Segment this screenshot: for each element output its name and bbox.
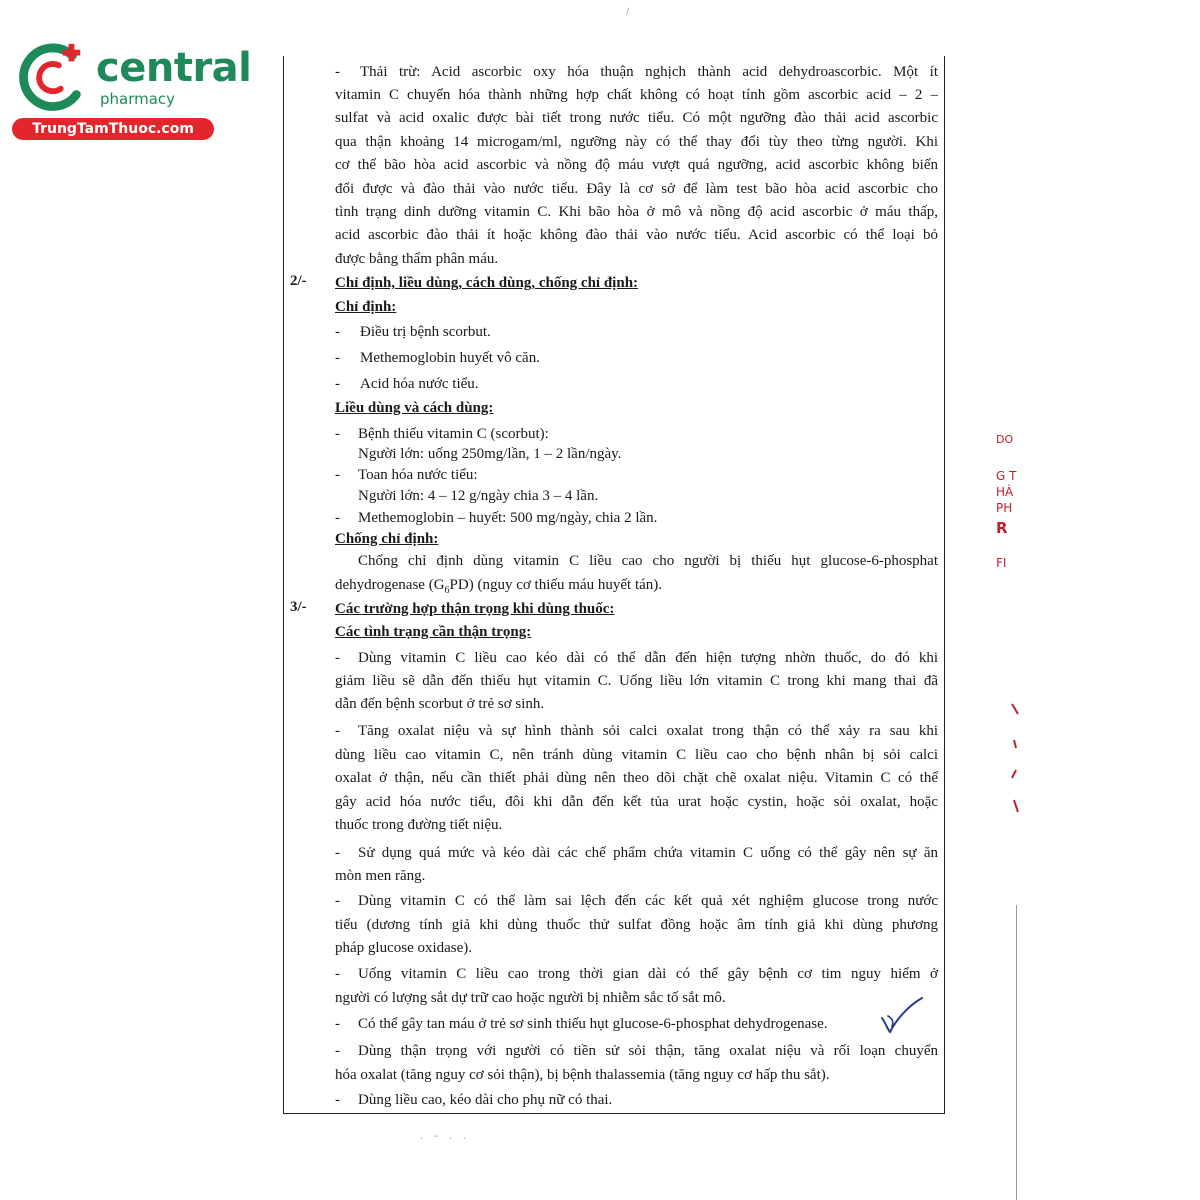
section-3-number: 3/- [290,599,307,615]
precaution-1-line-3: dẫn đến bệnh scorbut ở trẻ sơ sinh. [335,696,545,712]
precaution-dash: - [335,893,340,909]
intro-line-1: Thải trừ: Acid ascorbic oxy hóa thuận nghịch thành acid dehydroascorbic. Một ít [360,64,938,80]
scan-mark-bottom: . - . . [420,1128,470,1142]
precaution-dash: - [335,1016,340,1032]
intro-line-8: acid ascorbic đào thải ít hoặc không đào thải vào nước tiểu. Acid ascorbic có thể loại bỏ [335,227,938,243]
central-pharmacy-mark-icon [12,38,90,116]
precautions-subtitle: Các tình trạng cần thận trọng: [335,624,532,640]
precaution-1-line-1: Dùng vitamin C liều cao kéo dài có thể dẫn đến hiện tượng nhờn thuốc, do đó khi [358,650,938,666]
precaution-7-line-1: Dùng thận trọng với người có tiền sử sỏi thận, tăng oxalat niệu và rối loạn chuyển [358,1043,938,1059]
intro-line-3: sulfat và acid oxalic được bài tiết trong nước tiểu. Có một ngưỡng đào thải acid ascorbic [335,110,938,126]
contra-text-a: dehydrogenase (G [335,577,445,593]
precaution-4-line-1: Dùng vitamin C có thể làm sai lệch đến các kết quả xét nghiệm glucose trong nước [358,893,938,909]
side-stamp-line: HÀ [996,485,1014,499]
section-3-title: Các trường hợp thận trọng khi dùng thuốc: [335,601,615,617]
precaution-5-line-1: Uống vitamin C liều cao trong thời gian dài có thể gây bệnh cơ tim nguy hiểm ở [358,966,938,982]
contraindication-line-1: Chống chỉ định dùng vitamin C liều cao cho người bị thiếu hụt glucose-6-phosphat [358,553,938,569]
side-stamp-line: PH [996,501,1013,515]
section-2-number: 2/- [290,273,307,289]
scan-edge-line [1016,905,1017,1200]
section-2-title: Chỉ định, liều dùng, cách dùng, chống chỉ định: [335,275,639,291]
precaution-2-line-1: Tăng oxalat niệu và sự hình thành sỏi calci oxalat trong thận có thể xảy ra sau khi [358,723,938,739]
contra-text-b: PD) (nguy cơ thiếu máu huyết tán). [449,577,663,593]
precaution-6-line-1: Có thể gây tan máu ở trẻ sơ sinh thiếu hụt glucose-6-phosphat dehydrogenase. [358,1016,828,1032]
side-stamp-line: R [996,519,1008,537]
central-pharmacy-logo [8,38,252,138]
dosage-label: Bệnh thiếu vitamin C (scorbut): [358,426,549,442]
precaution-dash: - [335,1043,340,1059]
intro-line-6: đổi được và đào thải vào nước tiểu. Đây là cơ sở để làm test bão hòa acid ascorbic cho [335,181,938,197]
indication-item: Acid hóa nước tiểu. [360,376,479,392]
indication-item: Điều trị bệnh scorbut. [360,324,491,340]
precaution-2-line-5: thuốc trong đường tiết niệu. [335,817,503,833]
precaution-dash: - [335,723,340,739]
precaution-2-line-3: oxalat ở thận, nếu cần thiết phải dùng nên theo dõi chặt chẽ oxalat niệu. Vitamin C có thể [335,770,938,786]
precaution-5-line-2: người có lượng sắt dự trữ cao hoặc người bị nhiễm sắc tố sắt mô. [335,990,726,1006]
dosage-title: Liều dùng và cách dùng: [335,400,494,416]
precaution-2-line-4: gây acid hóa nước tiểu, đôi khi dẫn đến kết tủa urat hoặc cystin, hoặc sỏi oxalat, hoặc [335,794,938,810]
precaution-dash: - [335,650,340,666]
contra-subscript: 6 [444,585,450,596]
contraindications-title: Chống chỉ định: [335,531,439,547]
dosage-detail: Người lớn: uống 250mg/lần, 1 – 2 lần/ngày. [358,446,622,462]
handwritten-check-mark [876,996,926,1036]
scan-mark-top: / [626,4,630,18]
indication-dash: - [335,324,340,340]
dosage-dash: - [335,510,340,526]
intro-dash: - [335,64,340,80]
side-stamp-line: G T [996,469,1017,483]
dosage-dash: - [335,426,340,442]
precaution-4-line-2: tiểu (dương tính giả khi dùng thuốc thử sulfat đồng hoặc âm tính giả khi dùng phương [335,917,938,933]
precaution-4-line-3: pháp glucose oxidase). [335,940,473,956]
intro-line-7: tình trạng dinh dưỡng vitamin C. Khi bão hòa ở mô và nồng độ acid ascorbic ở máu thấp, [335,204,938,220]
intro-line-4: qua thận khoảng 14 microgam/ml, ngưỡng này có thể thay đổi tùy theo từng người. Khi [335,134,938,150]
precaution-7-line-2: hóa oxalat (tăng nguy cơ sỏi thận), bị bệnh thalassemia (tăng nguy cơ hấp thu sắt). [335,1067,830,1083]
indications-title: Chỉ định: [335,299,397,315]
dosage-dash: - [335,467,340,483]
precaution-dash: - [335,845,340,861]
logo-website: TrungTamThuoc.com [12,118,214,140]
precaution-3-line-1: Sử dụng quá mức và kéo dài các chế phẩm chứa vitamin C uống có thể gây nên sự ăn [358,845,938,861]
precaution-dash: - [335,1092,340,1108]
indication-dash: - [335,376,340,392]
logo-brand-name: central [96,45,252,91]
precaution-2-line-2: dùng liều cao vitamin C, nên tránh dùng vitamin C liều cao cho bệnh nhân bị sỏi calci [335,747,938,763]
intro-line-5: cơ thể bão hòa acid ascorbic và nồng độ máu vượt quá ngưỡng, acid ascorbic không biến [335,157,938,173]
dosage-label: Methemoglobin – huyết: 500 mg/ngày, chia 2 lần. [358,510,658,526]
precaution-8-line-1: Dùng liều cao, kéo dài cho phụ nữ có thai. [358,1092,613,1108]
intro-line-2: vitamin C chuyển hóa thành những hợp chất không có hoạt tính gồm ascorbic acid – 2 – [335,87,938,103]
precaution-dash: - [335,966,340,982]
precaution-1-line-2: giảm liều sẽ dẫn đến thiếu hụt vitamin C. Uống liều lớn vitamin C trong khi mang thai đã [335,673,938,689]
dosage-label: Toan hóa nước tiểu: [358,467,478,483]
side-stamp-fragment-icon [1004,700,1024,820]
intro-line-9: được bằng thẩm phân máu. [335,251,499,267]
indication-item: Methemoglobin huyết vô căn. [360,350,540,366]
side-stamp-line: DO [996,433,1014,446]
dosage-detail: Người lớn: 4 – 12 g/ngày chia 3 – 4 lần. [358,488,599,504]
precaution-3-line-2: mòn men răng. [335,868,426,884]
indication-dash: - [335,350,340,366]
side-stamp-line: FI [996,556,1007,570]
logo-brand-sub: pharmacy [100,90,176,108]
